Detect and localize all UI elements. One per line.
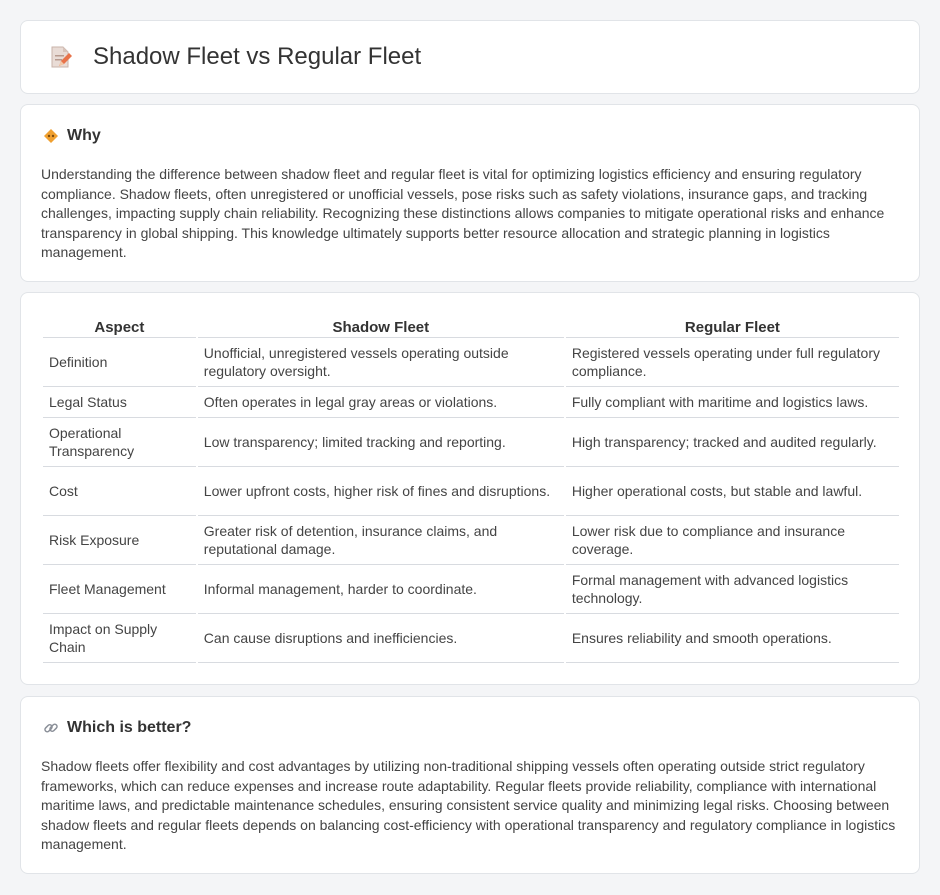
comparison-table-card: [20, 292, 920, 685]
shadow-cell: Greater risk of detention, insurance claims, and reputational damage.: [198, 516, 564, 565]
shadow-cell: Unofficial, unregistered vessels operating outside regulatory oversight.: [198, 338, 564, 387]
better-text: Shadow fleets offer flexibility and cost advantages by utilizing non-traditional shipping vessels often operating outside strict regulatory frameworks, which can reduce expenses and increase route adaptability. Regular fleets provide reliability, compliance with international maritime laws, and predictable maintenance schedules, ensuring consistent service quality and minimizing legal risks. Choosing between shadow fleets and regular fleets depends on balancing cost-efficiency with operational transparency and regulatory compliance in logistics management.: [41, 758, 896, 853]
aspect-cell: Legal Status: [43, 387, 196, 418]
table-row: [43, 338, 899, 387]
regular-cell: Higher operational costs, but stable and lawful.: [566, 467, 899, 516]
table-row: [43, 614, 899, 663]
why-header: [43, 127, 101, 145]
aspect-cell: Definition: [43, 338, 196, 387]
title-card: [20, 20, 920, 94]
shadow-cell: Lower upfront costs, higher risk of fines and disruptions.: [198, 467, 564, 516]
regular-cell: Ensures reliability and smooth operations.: [566, 614, 899, 663]
better-heading: Which is better?: [67, 719, 192, 736]
aspect-cell: Fleet Management: [43, 565, 196, 614]
page-title: Shadow Fleet vs Regular Fleet: [93, 43, 422, 70]
comparison-table: [41, 315, 901, 663]
better-header: [43, 719, 191, 737]
table-row: [43, 565, 899, 614]
regular-cell: Formal management with advanced logistics technology.: [566, 565, 899, 614]
shadow-cell: Informal management, harder to coordinate.: [198, 565, 564, 614]
table-row: [43, 516, 899, 565]
why-text: Understanding the difference between shadow fleet and regular fleet is vital for optimizing logistics efficiency and ensuring regulatory compliance. Shadow fleets, often unregistered or unofficial vessels, pose risks such as safety violations, insurance gaps, and tracking challenges, impacting supply chain reliability. Recognizing these distinctions allows companies to mitigate operational risks and enhance transparency in global shipping. This knowledge ultimately supports better resource allocation and strategic planning in logistics management.: [41, 166, 885, 261]
shadow-cell: Low transparency; limited tracking and reporting.: [198, 418, 564, 467]
regular-cell: Lower risk due to compliance and insurance coverage.: [566, 516, 899, 565]
shadow-cell: Often operates in legal gray areas or violations.: [198, 387, 564, 418]
shadow-cell: Can cause disruptions and inefficiencies.: [198, 614, 564, 663]
regular-cell: High transparency; tracked and audited regularly.: [566, 418, 899, 467]
header-regular-fleet: Regular Fleet: [566, 315, 899, 338]
regular-cell: Fully compliant with maritime and logistics laws.: [566, 387, 899, 418]
title-row: [21, 21, 919, 93]
table-row: [43, 467, 899, 516]
table-row: [43, 387, 899, 418]
document-pencil-icon: [47, 44, 73, 70]
table-row: [43, 418, 899, 467]
why-heading: Why: [67, 127, 101, 144]
warning-diamond-icon: [43, 128, 59, 144]
aspect-cell: Operational Transparency: [43, 418, 196, 467]
table-header-row: [43, 315, 899, 338]
aspect-cell: Cost: [43, 467, 196, 516]
header-shadow-fleet: Shadow Fleet: [198, 315, 564, 338]
which-is-better-section: [20, 696, 920, 874]
header-aspect: Aspect: [43, 315, 196, 338]
why-section: [20, 104, 920, 282]
aspect-cell: Impact on Supply Chain: [43, 614, 196, 663]
aspect-cell: Risk Exposure: [43, 516, 196, 565]
link-icon: [43, 720, 59, 736]
regular-cell: Registered vessels operating under full regulatory compliance.: [566, 338, 899, 387]
